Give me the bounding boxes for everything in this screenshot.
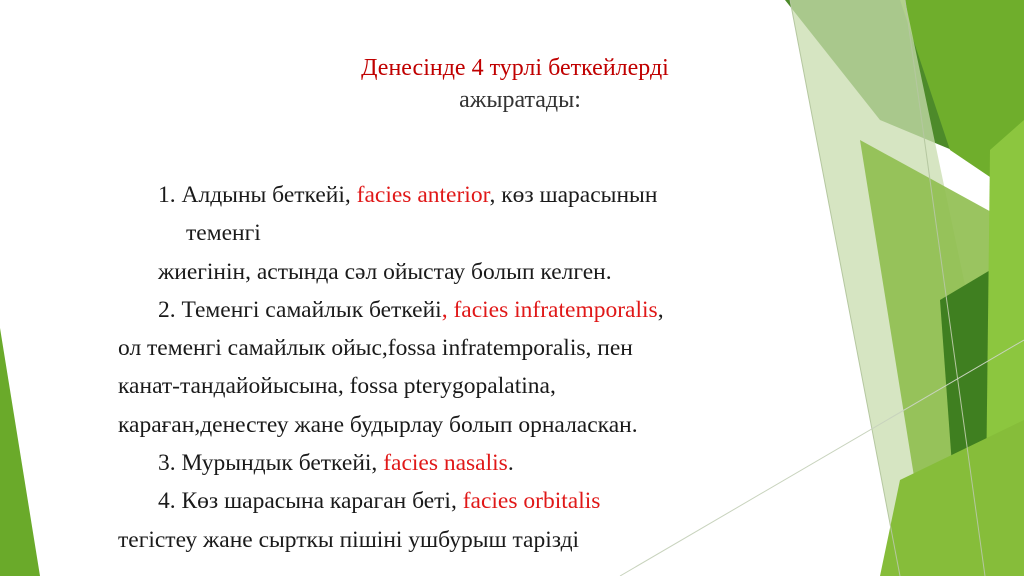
item-4-latin-term: facies orbitalis — [462, 488, 601, 515]
item-1-text: 1. Алдыны беткейі, — [158, 182, 357, 208]
item-2-line-3: канат-тандайойысына, fossa pterygopalatina, — [118, 373, 556, 400]
item-2-line-1 — [118, 291, 818, 329]
item-1-text-cont: , көз шарасынын — [489, 182, 658, 208]
left-green-shape — [0, 328, 40, 576]
item-3-latin-term: facies nasalis — [383, 450, 508, 477]
item-2-line-2: ол теменгі самайлык ойыс,fossa infratemporalis, пен — [118, 335, 633, 362]
item-1-latin-term: facies anterior — [356, 182, 490, 208]
item-3-text: 3. Мурындык беткейі, — [158, 450, 384, 477]
title-line-2: ажыратады: — [459, 87, 581, 113]
item-4-line-1 — [118, 482, 818, 520]
item-2-line-4: караған,денестеу жане будырлау болып орналаскан. — [118, 411, 638, 438]
item-1-line-3: жиегінін, астында сәл ойыстау болып келген. — [158, 258, 612, 285]
item-4-text: 4. Көз шарасына караган беті, — [158, 488, 463, 515]
item-4-line-2: тегістеу жане сырткы пішіні ушбурыш тарізді — [118, 526, 580, 553]
title-line-1: Денесінде 4 турлі беткейлерді — [361, 55, 669, 81]
item-1-line-2: теменгі — [186, 220, 261, 247]
item-2-comma: , — [657, 296, 664, 323]
slide-title — [300, 52, 730, 116]
item-2-text: 2. Теменгі самайлык беткейі — [158, 296, 442, 323]
item-3-line — [118, 444, 818, 482]
item-1-line-1 — [118, 176, 818, 214]
slide-body — [118, 176, 818, 559]
item-3-period: . — [507, 450, 514, 477]
item-2-latin-term: , facies infratemporalis — [441, 296, 658, 323]
